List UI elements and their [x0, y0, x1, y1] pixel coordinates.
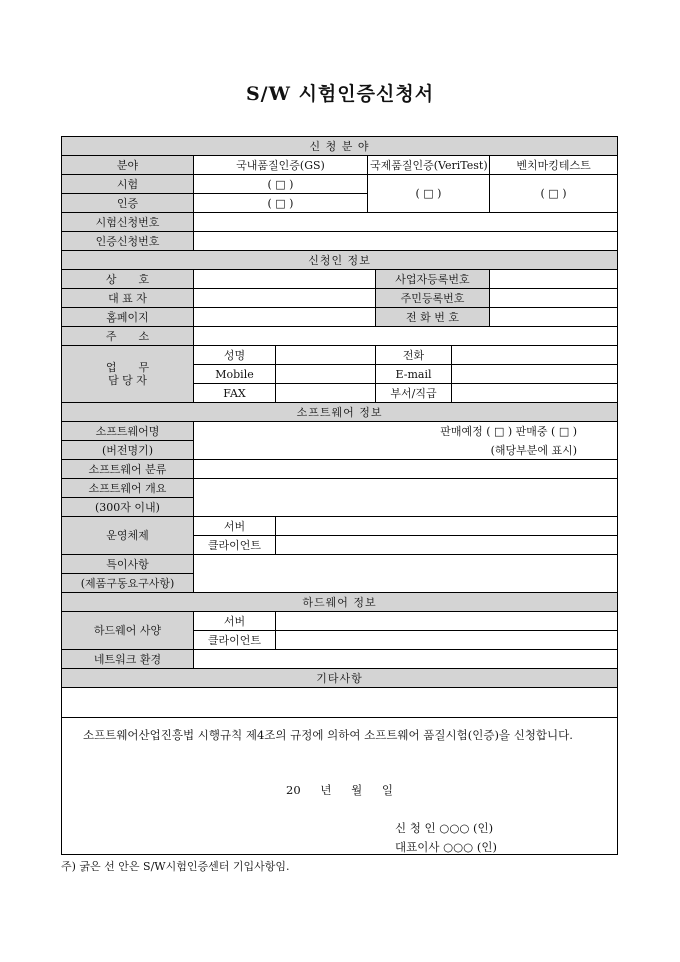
mobile-field[interactable] [276, 365, 376, 384]
declaration-box [62, 718, 618, 855]
tel-label: 전화 [376, 346, 452, 365]
etc-field[interactable] [62, 688, 618, 718]
os-server-field[interactable] [276, 517, 618, 536]
dept-label: 부서/직급 [376, 384, 452, 403]
hw-spec-label: 하드웨어 사양 [62, 612, 194, 650]
email-field[interactable] [452, 365, 618, 384]
biz-no-label: 사업자등록번호 [376, 270, 490, 289]
benchmark-checkbox[interactable]: ( □ ) [490, 175, 618, 213]
homepage-field[interactable] [194, 308, 376, 327]
section-etc: 기타사항 [62, 669, 618, 688]
sw-overview-field[interactable] [194, 479, 618, 517]
os-client-field[interactable] [276, 536, 618, 555]
gs-test-checkbox[interactable]: ( □ ) [194, 175, 368, 194]
section-software: 소프트웨어 정보 [62, 403, 618, 422]
company-label: 상 호 [62, 270, 194, 289]
application-form [61, 136, 618, 855]
tel-field[interactable] [452, 346, 618, 365]
address-field[interactable] [194, 327, 618, 346]
mobile-label: Mobile [194, 365, 276, 384]
test-number-label: 시험신청번호 [62, 213, 194, 232]
sw-version-label: (버전명기) [62, 441, 194, 460]
sale-status[interactable]: 판매예정 ( □ ) 판매중 ( □ ) [440, 424, 578, 438]
phone-label: 전 화 번 호 [376, 308, 490, 327]
footnote: 주) 굵은 선 안은 S/W시험인증센터 기입사항임. [61, 860, 290, 873]
applicant-signature: 신 청 인 ○○○ (인) [395, 821, 494, 835]
special-label: 특이사항 [62, 555, 194, 574]
sw-name-label: 소프트웨어명 [62, 422, 194, 441]
resident-no-field[interactable] [490, 289, 618, 308]
name-label: 성명 [194, 346, 276, 365]
col-gs: 국내품질인증(GS) [194, 156, 368, 175]
hw-client-field[interactable] [276, 631, 618, 650]
manager-label-line2: 담 당 자 [108, 374, 147, 387]
os-server-label: 서버 [194, 517, 276, 536]
fax-label: FAX [194, 384, 276, 403]
special-field[interactable] [194, 555, 618, 593]
col-benchmark: 벤치마킹테스트 [490, 156, 618, 175]
homepage-label: 홈페이지 [62, 308, 194, 327]
section-hardware: 하드웨어 정보 [62, 593, 618, 612]
special-note: (제품구동요구사항) [62, 574, 194, 593]
sw-category-label: 소프트웨어 분류 [62, 460, 194, 479]
os-label: 운영체제 [62, 517, 194, 555]
gs-cert-checkbox[interactable]: ( □ ) [194, 194, 368, 213]
veritest-checkbox[interactable]: ( □ ) [368, 175, 490, 213]
declaration-text: 소프트웨어산업진흥법 시행규칙 제4조의 규정에 의하여 소프트웨어 품질시험(인증)을 신청합니다. [83, 728, 573, 742]
sale-note: (해당부분에 표시) [490, 443, 578, 457]
page-title: S/W 시험인증신청서 [245, 83, 435, 105]
phone-field[interactable] [490, 308, 618, 327]
cert-number-field[interactable] [194, 232, 618, 251]
resident-no-label: 주민등록번호 [376, 289, 490, 308]
biz-no-field[interactable] [490, 270, 618, 289]
fax-field[interactable] [276, 384, 376, 403]
company-field[interactable] [194, 270, 376, 289]
sw-name-field[interactable] [194, 422, 618, 460]
email-label: E-mail [376, 365, 452, 384]
cert-label: 인증 [62, 194, 194, 213]
ceo-field[interactable] [194, 289, 376, 308]
test-label: 시험 [62, 175, 194, 194]
section-apply-field: 신 청 분 야 [62, 137, 618, 156]
cert-number-label: 인증신청번호 [62, 232, 194, 251]
hw-server-field[interactable] [276, 612, 618, 631]
sw-overview-label: 소프트웨어 개요 [62, 479, 194, 498]
os-client-label: 클라이언트 [194, 536, 276, 555]
network-field[interactable] [194, 650, 618, 669]
manager-label [62, 346, 194, 403]
col-veritest: 국제품질인증(VeriTest) [368, 156, 490, 175]
manager-label-line1: 업 무 [105, 361, 150, 374]
section-applicant: 신청인 정보 [62, 251, 618, 270]
field-label: 분야 [62, 156, 194, 175]
network-label: 네트워크 환경 [62, 650, 194, 669]
ceo-label: 대 표 자 [62, 289, 194, 308]
dept-field[interactable] [452, 384, 618, 403]
hw-server-label: 서버 [194, 612, 276, 631]
declaration-date: 20 년 월 일 [286, 783, 393, 797]
test-number-field[interactable] [194, 213, 618, 232]
sw-overview-limit: (300자 이내) [62, 498, 194, 517]
sw-category-field[interactable] [194, 460, 618, 479]
ceo-signature: 대표이사 ○○○ (인) [395, 840, 497, 854]
address-label: 주 소 [62, 327, 194, 346]
name-field[interactable] [276, 346, 376, 365]
hw-client-label: 클라이언트 [194, 631, 276, 650]
